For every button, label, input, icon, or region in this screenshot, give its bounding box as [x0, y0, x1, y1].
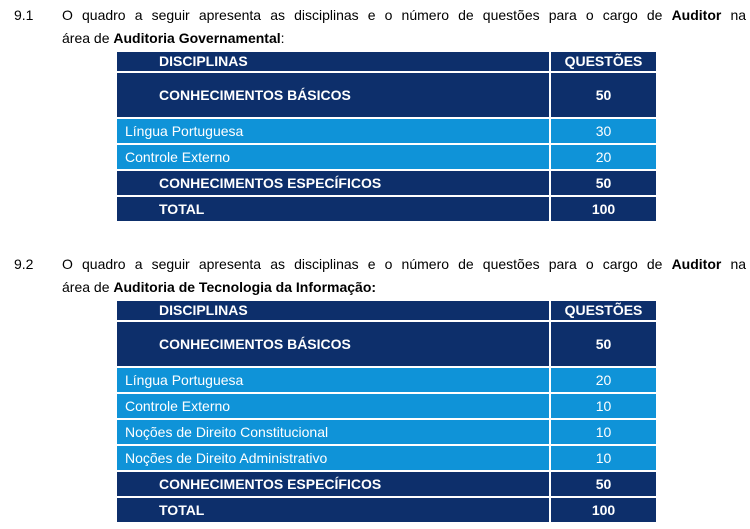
paragraph-line-2	[62, 276, 376, 298]
cargo-name: Auditor	[671, 256, 722, 272]
basic-label: CONHECIMENTOS BÁSICOS	[116, 321, 550, 367]
basic-label: CONHECIMENTOS BÁSICOS	[116, 72, 550, 118]
specific-label: CONHECIMENTOS ESPECÍFICOS	[116, 170, 550, 196]
area-prefix: área de	[62, 279, 110, 295]
subject-value: 20	[550, 367, 657, 393]
total-value: 100	[550, 497, 657, 523]
paragraph-line-1	[62, 4, 746, 26]
intro-text: O quadro a seguir apresenta as disciplinas e o número de questões para o cargo de	[62, 7, 663, 23]
area-name: Auditoria Governamental	[113, 30, 281, 46]
specific-value: 50	[550, 170, 657, 196]
subject-value: 20	[550, 144, 657, 170]
questions-table	[116, 300, 657, 523]
basic-knowledge-row	[116, 72, 657, 118]
table-header-row	[116, 300, 657, 321]
questions-table	[116, 51, 657, 222]
subject-name: Controle Externo	[116, 393, 550, 419]
header-questoes: QUESTÕES	[550, 300, 657, 321]
area-suffix: :	[280, 30, 285, 46]
total-row	[116, 196, 657, 222]
total-row	[116, 497, 657, 523]
subject-name: Noções de Direito Administrativo	[116, 445, 550, 471]
subject-name: Língua Portuguesa	[116, 118, 550, 144]
total-label: TOTAL	[116, 196, 550, 222]
subject-row	[116, 393, 657, 419]
section-number: 9.1	[14, 7, 34, 23]
specific-knowledge-row	[116, 471, 657, 497]
header-disciplinas: DISCIPLINAS	[116, 300, 550, 321]
specific-label: CONHECIMENTOS ESPECÍFICOS	[116, 471, 550, 497]
after-cargo-text: na	[730, 256, 747, 272]
subject-name: Língua Portuguesa	[116, 367, 550, 393]
paragraph-line-2	[62, 27, 285, 49]
subject-value: 10	[550, 393, 657, 419]
subject-row	[116, 144, 657, 170]
area-prefix: área de	[62, 30, 110, 46]
subject-row	[116, 445, 657, 471]
total-label: TOTAL	[116, 497, 550, 523]
header-questoes: QUESTÕES	[550, 51, 657, 72]
area-name: Auditoria de Tecnologia da Informação:	[113, 279, 377, 295]
subject-row	[116, 118, 657, 144]
subject-row	[116, 419, 657, 445]
table-header-row	[116, 51, 657, 72]
total-value: 100	[550, 196, 657, 222]
subject-value: 10	[550, 445, 657, 471]
header-disciplinas: DISCIPLINAS	[116, 51, 550, 72]
basic-value: 50	[550, 321, 657, 367]
subject-value: 30	[550, 118, 657, 144]
intro-text: O quadro a seguir apresenta as disciplinas e o número de questões para o cargo de	[62, 256, 663, 272]
cargo-name: Auditor	[671, 7, 722, 23]
subject-row	[116, 367, 657, 393]
basic-knowledge-row	[116, 321, 657, 367]
section-number: 9.2	[14, 256, 34, 272]
basic-value: 50	[550, 72, 657, 118]
specific-knowledge-row	[116, 170, 657, 196]
subject-value: 10	[550, 419, 657, 445]
specific-value: 50	[550, 471, 657, 497]
after-cargo-text: na	[730, 7, 747, 23]
subject-name: Noções de Direito Constitucional	[116, 419, 550, 445]
subject-name: Controle Externo	[116, 144, 550, 170]
paragraph-line-1	[62, 253, 746, 275]
